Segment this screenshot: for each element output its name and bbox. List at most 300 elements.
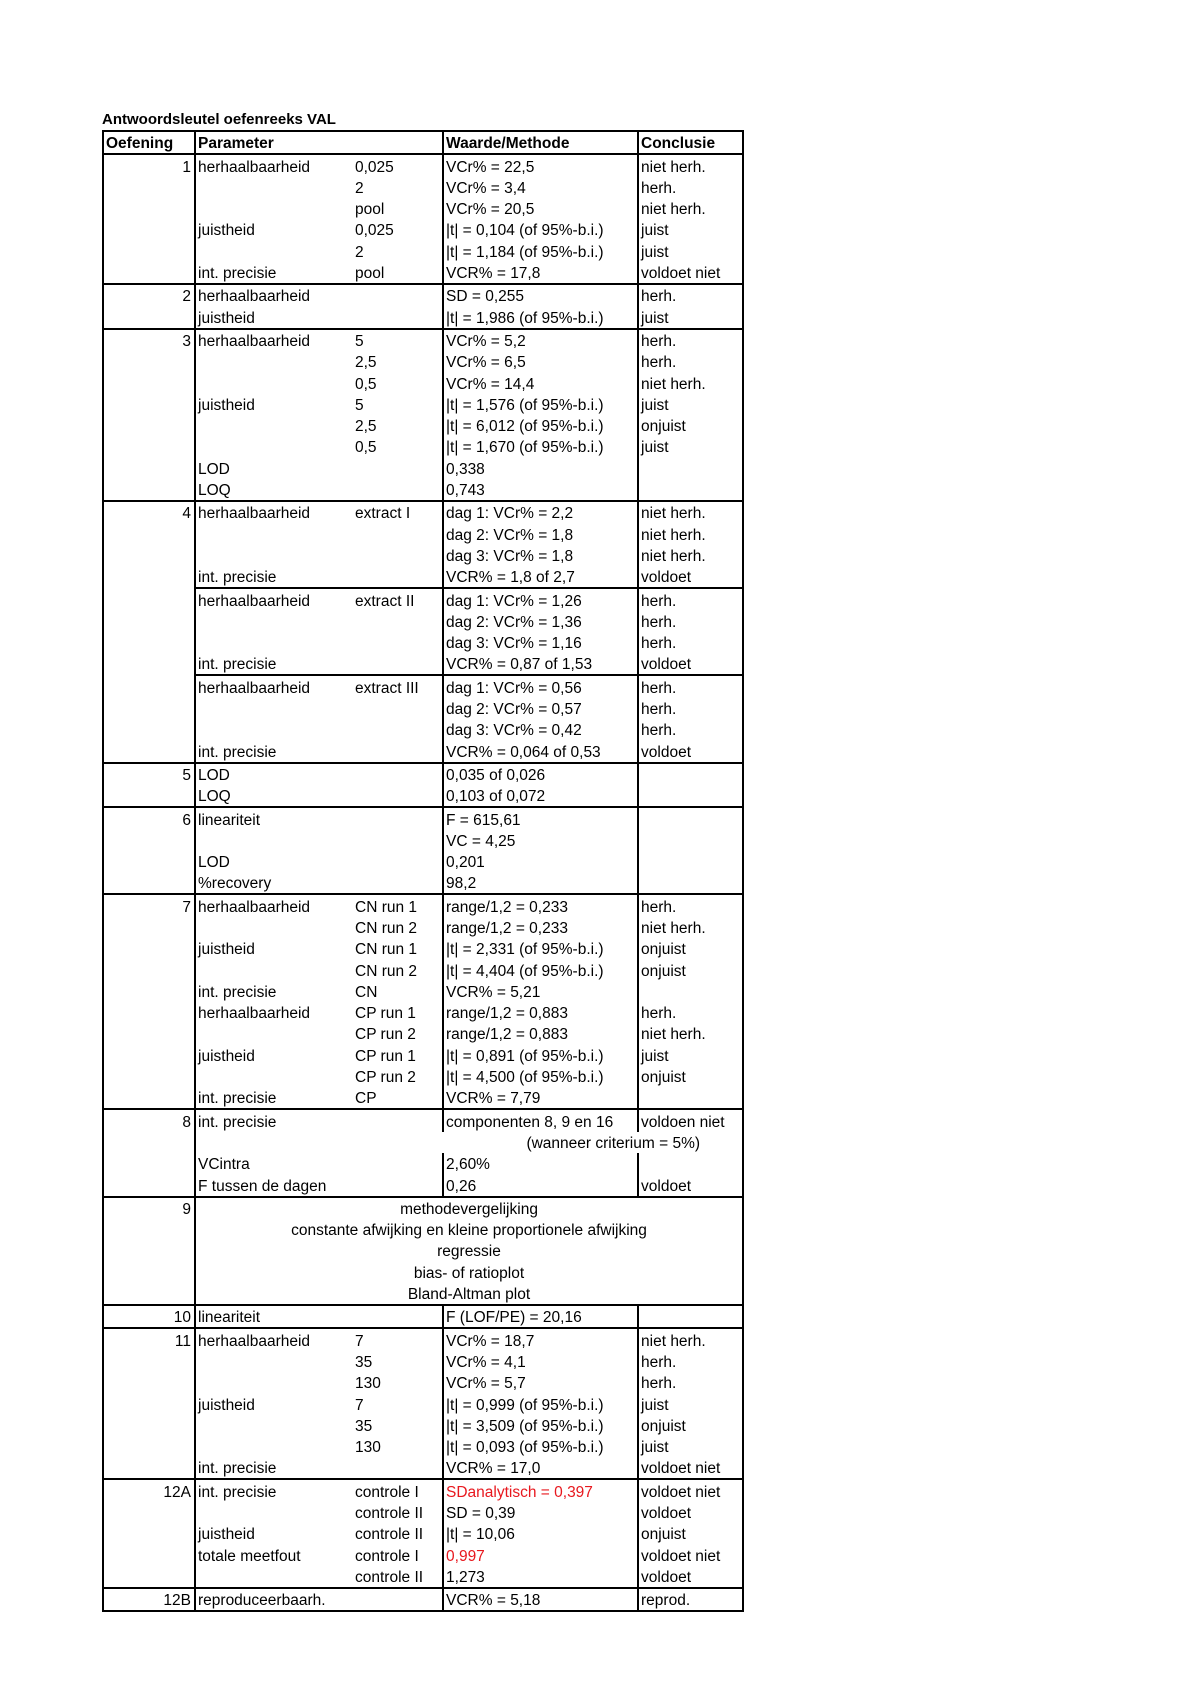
table-row: [103, 1044, 743, 1065]
exercise-number: [103, 523, 195, 544]
table-row: [103, 1240, 743, 1261]
sample-level-cell: 0,5: [355, 375, 377, 393]
parameter-cell: herhaalbaarheid: [195, 1002, 352, 1023]
parameter-cell: [195, 415, 352, 436]
conclusion-cell: niet herh.: [638, 372, 743, 393]
header-waarde-methode: Waarde/Methode: [443, 131, 638, 154]
table-row: [103, 198, 743, 219]
sample-level-cell: pool: [355, 265, 385, 283]
sample-level-cell: CN: [355, 983, 378, 1001]
parameter-cell: [195, 351, 352, 372]
exercise-number: [103, 1174, 195, 1196]
exercise-number: [103, 1436, 195, 1457]
value-method-cell: SD = 0,39: [443, 1502, 638, 1523]
sample-level-cell: [352, 698, 443, 719]
parameter-cell: int. precisie: [195, 1479, 352, 1501]
sample-level-cell: [352, 872, 443, 894]
value-method-cell: VCR% = 5,21: [443, 981, 638, 1002]
table-row: [103, 1066, 743, 1087]
exercise-number: 6: [103, 807, 195, 829]
table-row: [103, 1436, 743, 1457]
value-method-cell: VCr% = 22,5: [443, 154, 638, 176]
conclusion-cell: juist: [638, 306, 743, 328]
exercise-number: [103, 611, 195, 632]
conclusion-cell: herh.: [638, 698, 743, 719]
sample-level-cell: 35: [355, 1353, 373, 1371]
table-row: [103, 1393, 743, 1414]
table-row: [103, 306, 743, 328]
table-row: [103, 177, 743, 198]
value-method-cell: dag 2: VCr% = 0,57: [443, 698, 638, 719]
conclusion-cell: voldoet niet: [638, 1457, 743, 1479]
sample-level-cell: controle II: [355, 1568, 424, 1586]
parameter-cell: herhaalbaarheid: [195, 894, 352, 916]
table-row: [103, 981, 743, 1002]
answer-key-table: [102, 130, 744, 1612]
exercise-number: [103, 1132, 195, 1153]
table-row: [103, 1328, 743, 1350]
exercise-number: [103, 436, 195, 457]
sample-level-cell: [352, 611, 443, 632]
table-row: [103, 1002, 743, 1023]
sample-level-cell: CN run 1: [352, 894, 443, 916]
parameter-cell: [195, 830, 352, 851]
exercise-number: [103, 566, 195, 588]
parameter-cell: [195, 1066, 352, 1087]
exercise-number: [103, 1372, 195, 1393]
value-method-cell: VCR% = 1,8 of 2,7: [443, 566, 638, 588]
exercise-number: [103, 1544, 195, 1565]
exercise-number: 4: [103, 501, 195, 523]
table-row: [103, 872, 743, 894]
conclusion-cell: niet herh.: [638, 523, 743, 544]
sample-level-cell: 0,5: [355, 439, 377, 457]
table-row: [103, 284, 743, 306]
exercise-number: [103, 219, 195, 240]
sample-level-cell: 0,025: [352, 154, 443, 176]
value-method-cell: VCR% = 5,18: [443, 1588, 638, 1611]
table-row: [103, 566, 743, 588]
conclusion-cell: onjuist: [638, 959, 743, 980]
parameter-cell: [195, 1566, 352, 1588]
sample-level-cell: 2: [355, 179, 364, 197]
sample-level-cell: [352, 763, 443, 785]
value-method-cell: |t| = 1,986 (of 95%-b.i.): [443, 306, 638, 328]
parameter-cell: juistheid: [195, 1044, 352, 1065]
conclusion-cell: onjuist: [638, 1523, 743, 1544]
value-method-cell: range/1,2 = 0,233: [443, 917, 638, 938]
value-method-cell: |t| = 0,104 (of 95%-b.i.): [443, 219, 638, 240]
document-title: Antwoordsleutel oefenreeks VAL: [102, 111, 336, 128]
exercise-number: [103, 1066, 195, 1087]
exercise-number: [103, 851, 195, 872]
table-row: [103, 501, 743, 523]
table-row: [103, 1197, 743, 1219]
sample-level-cell: [352, 523, 443, 544]
table-row: [103, 436, 743, 457]
header-parameter: Parameter: [195, 131, 443, 154]
conclusion-cell: niet herh.: [638, 154, 743, 176]
conclusion-cell: voldoen niet: [638, 1109, 743, 1131]
table-row: [103, 675, 743, 697]
parameter-cell: LOQ: [195, 479, 352, 501]
table-row: [103, 523, 743, 544]
sample-level-cell: 130: [355, 1439, 381, 1457]
parameter-cell: [195, 632, 352, 653]
exercise-number: [103, 262, 195, 284]
exercise-number: 8: [103, 1109, 195, 1131]
table-row: [103, 830, 743, 851]
parameter-cell: herhaalbaarheid: [195, 501, 352, 523]
conclusion-cell: juist: [638, 394, 743, 415]
value-method-cell: |t| = 0,093 (of 95%-b.i.): [443, 1436, 638, 1457]
parameter-cell: [195, 698, 352, 719]
table-row: [103, 698, 743, 719]
exercise-number: [103, 1023, 195, 1044]
conclusion-cell: onjuist: [638, 1415, 743, 1436]
sample-level-cell: CP: [355, 1090, 377, 1108]
value-method-cell: |t| = 3,509 (of 95%-b.i.): [443, 1415, 638, 1436]
value-method-cell: |t| = 1,670 (of 95%-b.i.): [443, 436, 638, 457]
value-method-cell: dag 1: VCr% = 2,2: [443, 501, 638, 523]
conclusion-cell: [638, 763, 743, 785]
merged-description: bias- of ratioplot: [195, 1261, 743, 1282]
value-method-cell: 0,338: [443, 457, 638, 478]
parameter-cell: LOD: [195, 763, 352, 785]
conclusion-cell: niet herh.: [638, 198, 743, 219]
table-row: [103, 632, 743, 653]
conclusion-cell: onjuist: [638, 415, 743, 436]
table-row: [103, 1174, 743, 1196]
parameter-cell: lineariteit: [195, 807, 352, 829]
table-row: [103, 611, 743, 632]
parameter-cell: [195, 959, 352, 980]
conclusion-cell: niet herh.: [638, 917, 743, 938]
exercise-number: [103, 1566, 195, 1588]
exercise-number: [103, 479, 195, 501]
table-row: [103, 938, 743, 959]
exercise-number: [103, 1351, 195, 1372]
exercise-number: [103, 394, 195, 415]
exercise-number: 3: [103, 329, 195, 351]
parameter-cell: int. precisie: [195, 262, 352, 284]
parameter-cell: [195, 719, 352, 740]
exercise-number: [103, 1044, 195, 1065]
conclusion-cell: [638, 807, 743, 829]
parameter-cell: [195, 1372, 352, 1393]
header-oefening: Oefening: [103, 131, 195, 154]
sample-level-cell: 35: [355, 1417, 373, 1435]
conclusion-cell: herh.: [638, 329, 743, 351]
parameter-cell: LOD: [195, 851, 352, 872]
exercise-number: [103, 1002, 195, 1023]
conclusion-cell: voldoet: [638, 1502, 743, 1523]
conclusion-cell: juist: [638, 219, 743, 240]
merged-description: methodevergelijking: [195, 1197, 743, 1219]
conclusion-cell: juist: [638, 240, 743, 261]
parameter-cell: int. precisie: [195, 653, 352, 675]
exercise-number: [103, 740, 195, 762]
answer-key-sheet: [102, 109, 742, 1612]
sample-level-cell: [352, 719, 443, 740]
sample-level-cell: controle I: [355, 1547, 419, 1565]
table-row: [103, 329, 743, 351]
sample-level-cell: [352, 1153, 443, 1174]
parameter-cell: totale meetfout: [195, 1544, 352, 1565]
conclusion-cell: [638, 479, 743, 501]
exercise-number: [103, 1153, 195, 1174]
header-conclusie: Conclusie: [638, 131, 743, 154]
sample-level-cell: 5: [355, 396, 364, 414]
exercise-number: [103, 785, 195, 807]
conclusion-cell: voldoet: [638, 653, 743, 675]
table-row: [103, 1523, 743, 1544]
sample-level-cell: [352, 284, 443, 306]
table-row: [103, 1457, 743, 1479]
sample-level-cell: [352, 1305, 443, 1328]
parameter-cell: herhaalbaarheid: [195, 329, 352, 351]
table-row: [103, 1283, 743, 1305]
sample-level-cell: controle II: [355, 1526, 424, 1544]
exercise-number: [103, 1393, 195, 1414]
sample-level-cell: 7: [352, 1328, 443, 1350]
sample-level-cell: extract III: [352, 675, 443, 697]
sample-level-cell: 0,025: [355, 222, 394, 240]
exercise-number: 1: [103, 154, 195, 176]
value-method-cell: VCr% = 6,5: [443, 351, 638, 372]
value-method-cell: |t| = 4,404 (of 95%-b.i.): [443, 959, 638, 980]
table-row: [103, 917, 743, 938]
parameter-cell: int. precisie: [195, 1109, 352, 1131]
value-method-cell: dag 2: VCr% = 1,36: [443, 611, 638, 632]
conclusion-cell: [638, 457, 743, 478]
value-method-cell: 1,273: [443, 1566, 638, 1588]
parameter-cell: [195, 436, 352, 457]
value-method-cell: dag 3: VCr% = 1,8: [443, 545, 638, 566]
conclusion-cell: onjuist: [638, 938, 743, 959]
value-method-cell: VCr% = 4,1: [443, 1351, 638, 1372]
parameter-cell: [195, 611, 352, 632]
conclusion-cell: voldoet: [638, 740, 743, 762]
parameter-cell: juistheid: [195, 219, 352, 240]
parameter-cell: [195, 1436, 352, 1457]
conclusion-cell: voldoet niet: [638, 1479, 743, 1501]
conclusion-cell: herh.: [638, 1351, 743, 1372]
parameter-cell: VCintra: [195, 1153, 352, 1174]
exercise-number: [103, 959, 195, 980]
header-row: [103, 131, 743, 154]
sample-level-cell: [352, 566, 443, 588]
exercise-number: [103, 198, 195, 219]
table-row: [103, 1132, 743, 1153]
exercise-number: [103, 719, 195, 740]
table-row: [103, 719, 743, 740]
sample-level-cell: [352, 457, 443, 478]
table-row: [103, 807, 743, 829]
exercise-number: [103, 1087, 195, 1109]
parameter-cell: [195, 1415, 352, 1436]
sample-level-cell: [352, 1588, 443, 1611]
conclusion-cell: herh.: [638, 1372, 743, 1393]
table-row: [103, 1588, 743, 1611]
table-row: [103, 1479, 743, 1501]
value-method-cell: VCr% = 20,5: [443, 198, 638, 219]
conclusion-cell: voldoet: [638, 1174, 743, 1196]
value-method-cell: SDanalytisch = 0,397: [443, 1479, 638, 1501]
conclusion-cell: niet herh.: [638, 545, 743, 566]
table-row: [103, 1415, 743, 1436]
conclusion-cell: [638, 851, 743, 872]
value-method-cell: dag 3: VCr% = 0,42: [443, 719, 638, 740]
value-method-cell: VCr% = 18,7: [443, 1328, 638, 1350]
table-row: [103, 1109, 743, 1131]
sample-level-cell: 2: [355, 243, 364, 261]
sample-level-cell: CN run 1: [355, 941, 418, 959]
parameter-cell: herhaalbaarheid: [195, 1328, 352, 1350]
sample-level-cell: [352, 830, 443, 851]
sample-level-cell: [352, 807, 443, 829]
sample-level-cell: extract I: [352, 501, 443, 523]
sample-level-cell: [352, 1109, 443, 1131]
exercise-number: [103, 981, 195, 1002]
value-method-cell: VCr% = 14,4: [443, 372, 638, 393]
value-method-cell: VCR% = 0,87 of 1,53: [443, 653, 638, 675]
exercise-number: [103, 675, 195, 697]
conclusion-cell: niet herh.: [638, 1023, 743, 1044]
conclusion-cell: voldoet: [638, 566, 743, 588]
table-row: [103, 351, 743, 372]
conclusion-cell: herh.: [638, 632, 743, 653]
value-method-cell: dag 1: VCr% = 0,56: [443, 675, 638, 697]
parameter-cell: int. precisie: [195, 1457, 352, 1479]
sample-level-cell: 5: [352, 329, 443, 351]
sample-level-cell: [352, 1174, 443, 1196]
table-row: [103, 545, 743, 566]
exercise-number: [103, 1283, 195, 1305]
conclusion-cell: herh.: [638, 1002, 743, 1023]
parameter-cell: [195, 372, 352, 393]
exercise-number: [103, 177, 195, 198]
value-method-cell: |t| = 2,331 (of 95%-b.i.): [443, 938, 638, 959]
exercise-number: 2: [103, 284, 195, 306]
value-method-cell: 0,743: [443, 479, 638, 501]
sample-level-cell: CN run 2: [355, 919, 418, 937]
conclusion-cell: [638, 1087, 743, 1109]
value-method-cell: |t| = 0,999 (of 95%-b.i.): [443, 1393, 638, 1414]
value-method-cell: VCr% = 5,2: [443, 329, 638, 351]
conclusion-cell: [638, 1305, 743, 1328]
sample-level-cell: 130: [355, 1375, 381, 1393]
exercise-number: [103, 1261, 195, 1282]
value-method-cell: dag 2: VCr% = 1,8: [443, 523, 638, 544]
table-row: [103, 1372, 743, 1393]
sample-level-cell: [352, 740, 443, 762]
conclusion-cell: herh.: [638, 719, 743, 740]
conclusion-cell: [638, 981, 743, 1002]
exercise-number: [103, 545, 195, 566]
sample-level-cell: [352, 1457, 443, 1479]
exercise-number: [103, 372, 195, 393]
table-row: [103, 219, 743, 240]
value-method-cell: VCr% = 3,4: [443, 177, 638, 198]
parameter-cell: herhaalbaarheid: [195, 675, 352, 697]
value-method-cell: |t| = 0,891 (of 95%-b.i.): [443, 1044, 638, 1065]
value-method-cell: VCR% = 7,79: [443, 1087, 638, 1109]
table-row: [103, 588, 743, 610]
value-method-cell: SD = 0,255: [443, 284, 638, 306]
sample-level-cell: CP run 2: [355, 1026, 416, 1044]
sample-level-cell: [352, 785, 443, 807]
parameter-cell: [195, 523, 352, 544]
exercise-number: [103, 351, 195, 372]
criterion-note: (wanneer criterium = 5%): [195, 1132, 743, 1153]
merged-description: constante afwijking en kleine proportionele afwijking: [195, 1219, 743, 1240]
table-row: [103, 959, 743, 980]
answer-key-table-body: [103, 131, 743, 1611]
exercise-number: [103, 1415, 195, 1436]
exercise-number: [103, 1219, 195, 1240]
sample-level-cell: 7: [355, 1396, 364, 1414]
sample-level-cell: CP run 2: [355, 1069, 416, 1087]
sample-level-cell: controle I: [352, 1479, 443, 1501]
value-method-cell: VCR% = 17,0: [443, 1457, 638, 1479]
table-row: [103, 394, 743, 415]
parameter-cell: LOQ: [195, 785, 352, 807]
value-method-cell: range/1,2 = 0,883: [443, 1023, 638, 1044]
conclusion-cell: niet herh.: [638, 501, 743, 523]
exercise-number: [103, 240, 195, 261]
value-method-cell: 0,035 of 0,026: [443, 763, 638, 785]
exercise-number: 10: [103, 1305, 195, 1328]
parameter-cell: [195, 240, 352, 261]
exercise-number: [103, 872, 195, 894]
table-row: [103, 1219, 743, 1240]
parameter-cell: int. precisie: [195, 566, 352, 588]
conclusion-cell: juist: [638, 1044, 743, 1065]
exercise-number: [103, 415, 195, 436]
exercise-number: [103, 1240, 195, 1261]
sample-level-cell: [352, 479, 443, 501]
parameter-cell: herhaalbaarheid: [195, 154, 352, 176]
parameter-cell: juistheid: [195, 306, 352, 328]
value-method-cell: VC = 4,25: [443, 830, 638, 851]
exercise-number: [103, 917, 195, 938]
exercise-number: [103, 938, 195, 959]
table-row: [103, 1153, 743, 1174]
sample-level-cell: controle II: [355, 1505, 424, 1522]
table-row: [103, 851, 743, 872]
value-method-cell: VCR% = 17,8: [443, 262, 638, 284]
value-method-cell: |t| = 1,576 (of 95%-b.i.): [443, 394, 638, 415]
value-method-cell: |t| = 1,184 (of 95%-b.i.): [443, 240, 638, 261]
conclusion-cell: niet herh.: [638, 1328, 743, 1350]
parameter-cell: [195, 1351, 352, 1372]
parameter-cell: [195, 917, 352, 938]
table-row: [103, 1261, 743, 1282]
sample-level-cell: CP run 1: [355, 1005, 416, 1023]
conclusion-cell: herh.: [638, 611, 743, 632]
exercise-number: [103, 306, 195, 328]
value-method-cell: 0,201: [443, 851, 638, 872]
parameter-cell: lineariteit: [195, 1305, 352, 1328]
parameter-cell: herhaalbaarheid: [195, 588, 352, 610]
table-row: [103, 1566, 743, 1588]
table-row: [103, 894, 743, 916]
conclusion-cell: [638, 785, 743, 807]
table-row: [103, 154, 743, 176]
parameter-cell: juistheid: [195, 394, 352, 415]
value-method-cell: F = 615,61: [443, 807, 638, 829]
